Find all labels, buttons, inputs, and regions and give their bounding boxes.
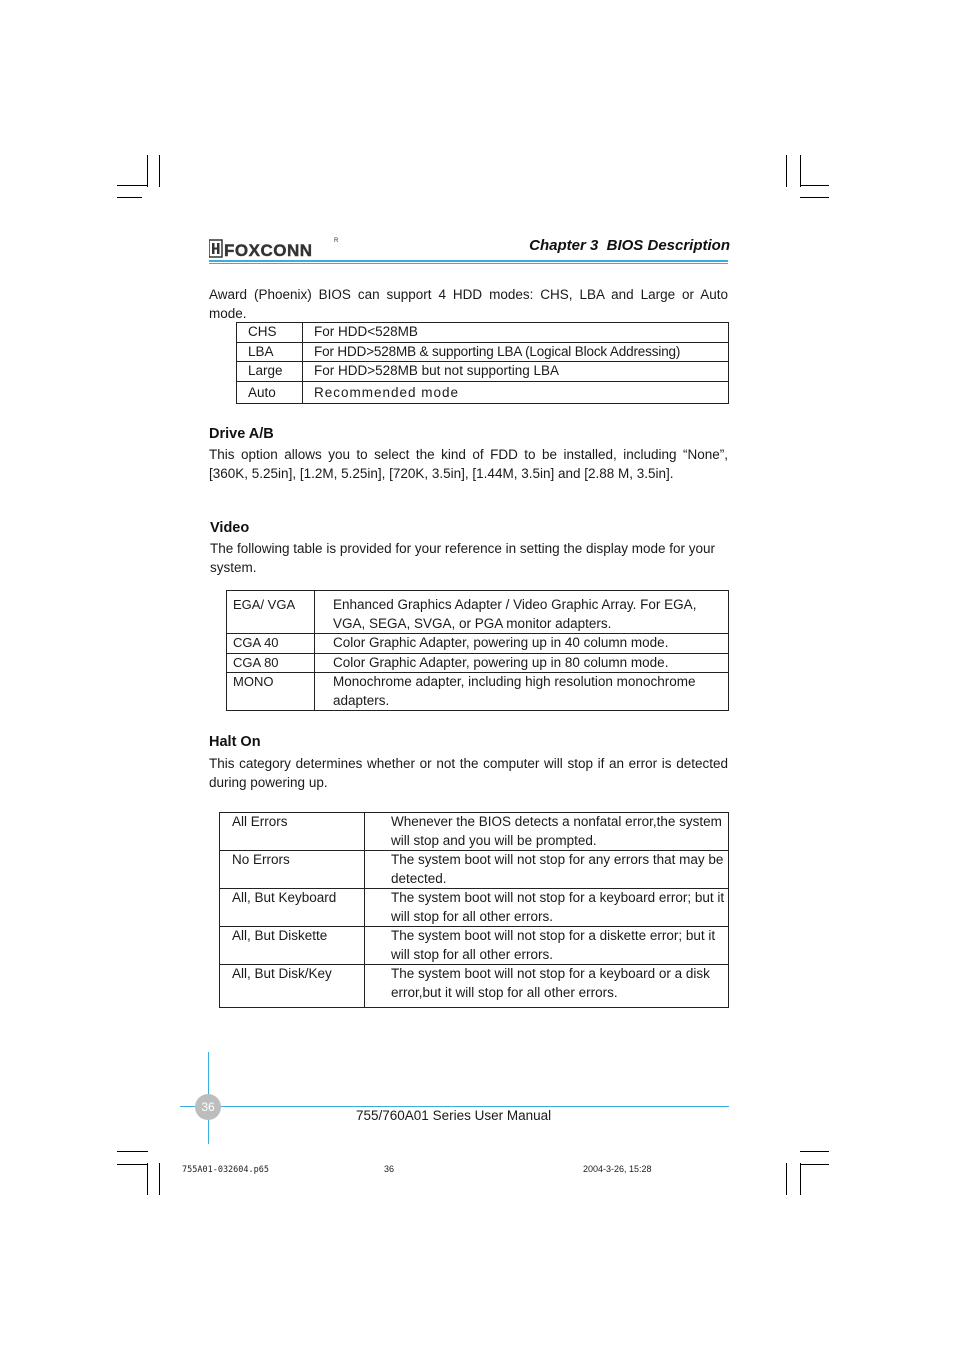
table-row bbox=[227, 673, 729, 711]
hdd-mode-table bbox=[236, 322, 729, 404]
mode-cell: All Errors bbox=[220, 813, 365, 851]
desc-cell: Color Graphic Adapter, powering up in 80 column mode. bbox=[315, 653, 729, 673]
desc-cell: The system boot will not stop for any errors that may be detected. bbox=[365, 851, 729, 889]
desc-cell: For HDD<528MB bbox=[303, 323, 729, 343]
halt-heading: Halt On bbox=[209, 734, 261, 750]
mode-cell: All, But Keyboard bbox=[220, 889, 365, 927]
crop-mark bbox=[117, 185, 148, 186]
table-row bbox=[237, 381, 729, 403]
mode-cell: Auto bbox=[237, 381, 303, 403]
table-row bbox=[220, 889, 729, 927]
svg-text:R: R bbox=[334, 238, 339, 244]
mode-cell: No Errors bbox=[220, 851, 365, 889]
table-row bbox=[227, 653, 729, 673]
crop-mark bbox=[800, 1163, 801, 1195]
desc-cell: For HDD>528MB but not supporting LBA bbox=[303, 362, 729, 382]
desc-cell: Whenever the BIOS detects a nonfatal error,the system will stop and you will be prompted. bbox=[365, 813, 729, 851]
table-row bbox=[237, 323, 729, 343]
crop-mark bbox=[159, 155, 160, 187]
table-row bbox=[237, 362, 729, 382]
mode-cell: CHS bbox=[237, 323, 303, 343]
crop-mark bbox=[147, 155, 148, 187]
mode-cell: All, But Diskette bbox=[220, 927, 365, 965]
foxconn-logo bbox=[209, 236, 339, 260]
mode-cell: EGA/ VGA bbox=[227, 591, 315, 634]
crop-mark bbox=[800, 1164, 829, 1165]
chapter-title bbox=[480, 237, 730, 254]
mode-cell: All, But Disk/Key bbox=[220, 965, 365, 1008]
desc-cell: The system boot will not stop for a keyboard or a disk error,but it will stop for all other errors. bbox=[365, 965, 729, 1008]
crop-mark bbox=[800, 197, 829, 198]
drive-heading: Drive A/B bbox=[209, 426, 274, 442]
print-file-name: 755A01-032604.p65 bbox=[182, 1165, 269, 1175]
table-row bbox=[237, 342, 729, 362]
drive-text: This option allows you to select the kind of FDD to be installed, including “None”, [360K, 5.25in], [1.2M, 5.25in], [720K, 3.5in], [1.44M, 3.5in] and [2.88 M, 3.5in]. bbox=[209, 447, 728, 481]
crop-mark bbox=[159, 1163, 160, 1195]
crop-mark bbox=[117, 197, 142, 198]
table-row bbox=[220, 851, 729, 889]
desc-cell: Monochrome adapter, including high resolution monochrome adapters. bbox=[315, 673, 729, 711]
brand-text: FOXCONN bbox=[224, 241, 313, 260]
mode-cell: Large bbox=[237, 362, 303, 382]
desc-cell: The system boot will not stop for a diskette error; but it will stop for all other errors. bbox=[365, 927, 729, 965]
desc-cell: Color Graphic Adapter, powering up in 40 column mode. bbox=[315, 634, 729, 654]
desc-cell: For HDD>528MB & supporting LBA (Logical Block Addressing) bbox=[303, 342, 729, 362]
header-rule bbox=[209, 260, 728, 262]
table-row bbox=[220, 965, 729, 1008]
crop-mark bbox=[786, 155, 787, 187]
mode-cell: LBA bbox=[237, 342, 303, 362]
mode-cell: MONO bbox=[227, 673, 315, 711]
crop-mark bbox=[800, 185, 829, 186]
mode-cell: CGA 40 bbox=[227, 634, 315, 654]
section-label: BIOS Description bbox=[606, 237, 730, 254]
manual-title: 755/760A01 Series User Manual bbox=[356, 1108, 552, 1123]
desc-cell: Enhanced Graphics Adapter / Video Graphic Array. For EGA, VGA, SEGA, SVGA, or PGA monitor adapters. bbox=[315, 591, 729, 634]
footer-rule bbox=[209, 1106, 729, 1107]
desc-cell: Recommended mode bbox=[303, 381, 729, 403]
chapter-label: Chapter 3 bbox=[529, 237, 599, 254]
crop-mark bbox=[786, 1163, 787, 1195]
crop-mark bbox=[117, 1151, 148, 1152]
crop-mark bbox=[147, 1163, 148, 1195]
crop-mark bbox=[117, 1164, 148, 1165]
video-heading: Video bbox=[210, 520, 250, 536]
video-text: The following table is provided for your reference in setting the display mode for your system. bbox=[210, 541, 716, 575]
print-page-number: 36 bbox=[384, 1164, 395, 1174]
crop-mark bbox=[800, 1151, 829, 1152]
halt-on-table bbox=[219, 812, 729, 1008]
crop-mark bbox=[800, 155, 801, 187]
table-row bbox=[220, 927, 729, 965]
print-timestamp: 2004-3-26, 15:28 bbox=[583, 1164, 652, 1174]
mode-cell: CGA 80 bbox=[227, 653, 315, 673]
header-rule-thin bbox=[209, 263, 728, 264]
video-mode-table bbox=[226, 590, 729, 711]
halt-text: This category determines whether or not the computer will stop if an error is detected during powering up. bbox=[209, 756, 728, 790]
table-row bbox=[227, 591, 729, 634]
intro-text: Award (Phoenix) BIOS can support 4 HDD modes: CHS, LBA and Large or Auto mode. bbox=[209, 287, 728, 321]
desc-cell: The system boot will not stop for a keyboard error; but it will stop for all other errors. bbox=[365, 889, 729, 927]
page-number-badge: 36 bbox=[195, 1094, 221, 1120]
table-row bbox=[220, 813, 729, 851]
table-row bbox=[227, 634, 729, 654]
